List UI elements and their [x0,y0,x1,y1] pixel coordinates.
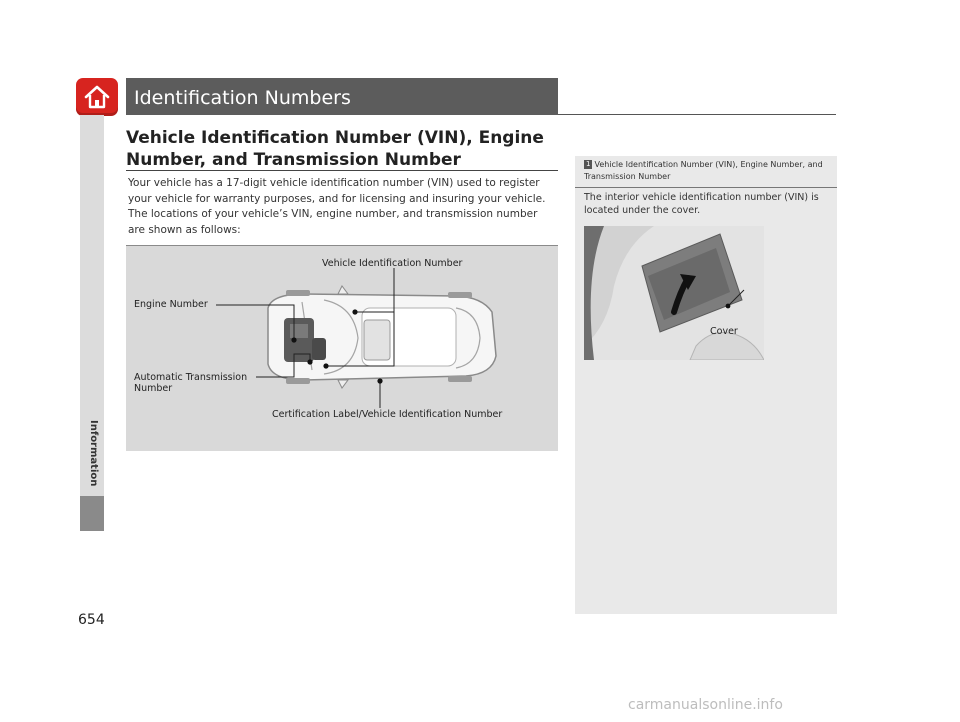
label-transmission-number [134,372,247,394]
side-note-heading[interactable] [584,159,829,183]
home-icon [83,84,111,110]
header-divider [558,114,836,115]
body-text [128,176,556,238]
sidebar-tab-active-marker[interactable] [80,496,104,531]
label-vin: Vehicle Identification Number [322,258,463,269]
body-paragraph: Your vehicle has a 17-digit vehicle identification number (VIN) used to register your vehicle for warranty purposes, and for licensing and insuring your vehicle. [128,177,546,205]
side-note-heading-text: Vehicle Identification Number (VIN), Engine Number, and Transmission Number [584,160,823,181]
page-number: 654 [78,612,105,628]
label-transmission-line: Number [134,383,173,394]
label-cover: Cover [710,326,738,337]
vehicle-location-figure [126,245,558,451]
label-certification: Certification Label/Vehicle Identification Number [272,409,503,420]
chapter-header-bar [126,78,558,115]
label-engine-number: Engine Number [134,299,208,310]
car-top-view-illustration [126,246,558,451]
side-note-text: The interior vehicle identification number (VIN) is located under the cover. [584,192,819,216]
side-note-panel [575,156,837,614]
watermark: carmanualsonline.info [628,697,783,713]
sidebar-section-label[interactable]: Information [88,420,99,487]
vin-cover-photo [584,226,764,360]
page-title: Identification Numbers [134,87,351,109]
cover-photo-illustration [584,226,764,360]
side-note-divider [575,187,837,188]
label-transmission-line: Automatic Transmission [134,372,248,383]
home-button[interactable] [76,78,118,116]
body-paragraph: The locations of your vehicle’s VIN, engine number, and transmission number are shown as follows: [128,208,538,236]
section-divider [126,170,558,171]
section-title: Vehicle Identification Number (VIN), Engine Number, and Transmission Number [126,128,544,170]
reference-marker: 1 [586,160,591,168]
